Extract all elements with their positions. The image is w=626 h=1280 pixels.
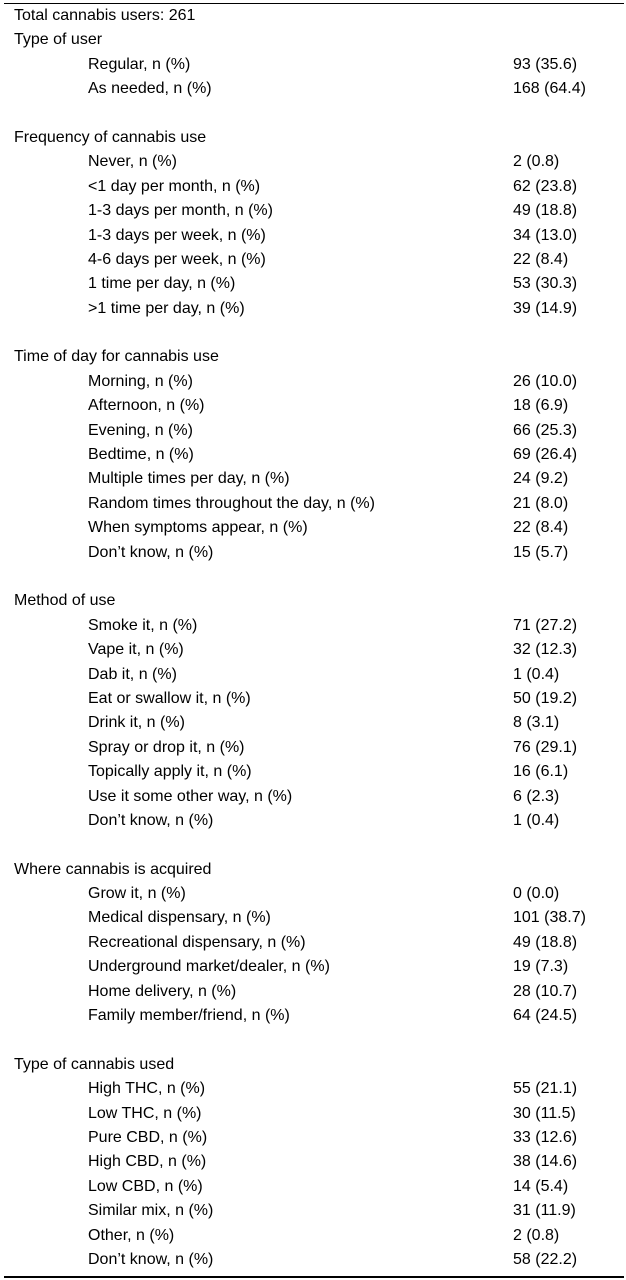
table-row xyxy=(4,1248,624,1272)
table-row xyxy=(4,1224,624,1248)
section-title: Time of day for cannabis use xyxy=(14,348,219,366)
row-value: 22 (8.4) xyxy=(513,250,569,268)
table-row xyxy=(4,614,624,638)
row-value: 101 (38.7) xyxy=(513,909,586,927)
row-value: 14 (5.4) xyxy=(513,1177,569,1195)
table-row xyxy=(4,785,624,809)
section-spacer xyxy=(4,833,624,857)
table-row xyxy=(4,980,624,1004)
row-value: 16 (6.1) xyxy=(513,763,569,781)
table-row xyxy=(4,638,624,662)
row-label: Medical dispensary, n (%) xyxy=(88,909,271,927)
row-value: 50 (19.2) xyxy=(513,689,578,707)
row-value: 33 (12.6) xyxy=(513,1128,578,1146)
row-label: When symptoms appear, n (%) xyxy=(88,519,308,537)
table-row xyxy=(4,53,624,77)
row-label: Regular, n (%) xyxy=(88,55,191,73)
row-label: Never, n (%) xyxy=(88,153,177,171)
row-label: 1 time per day, n (%) xyxy=(88,275,236,293)
row-label: 1-3 days per month, n (%) xyxy=(88,202,273,220)
row-value: 24 (9.2) xyxy=(513,470,569,488)
row-value: 34 (13.0) xyxy=(513,226,578,244)
total-users-label: Total cannabis users: 261 xyxy=(14,7,196,24)
row-value: 0 (0.0) xyxy=(513,885,560,903)
row-label: Topically apply it, n (%) xyxy=(88,763,252,781)
row-value: 39 (14.9) xyxy=(513,299,578,317)
section-title: Where cannabis is acquired xyxy=(14,860,212,878)
table-row xyxy=(4,1077,624,1101)
table-bottom-rule xyxy=(4,1276,624,1278)
table-row xyxy=(4,711,624,735)
table-row xyxy=(4,297,624,321)
row-value: 15 (5.7) xyxy=(513,543,569,561)
section-title: Frequency of cannabis use xyxy=(14,128,207,146)
section-spacer xyxy=(4,1028,624,1052)
row-value: 2 (0.8) xyxy=(513,1226,560,1244)
table-row xyxy=(4,1199,624,1223)
row-value: 71 (27.2) xyxy=(513,616,578,634)
table-row xyxy=(4,1175,624,1199)
row-label: Drink it, n (%) xyxy=(88,714,185,732)
row-value: 8 (3.1) xyxy=(513,714,560,732)
cannabis-use-table xyxy=(4,4,624,1272)
row-label: High CBD, n (%) xyxy=(88,1153,207,1171)
row-label: Evening, n (%) xyxy=(88,421,193,439)
row-value: 30 (11.5) xyxy=(513,1104,576,1122)
row-value: 1 (0.4) xyxy=(513,665,560,683)
row-value: 168 (64.4) xyxy=(513,80,586,98)
section-spacer xyxy=(4,102,624,126)
row-label: Random times throughout the day, n (%) xyxy=(88,494,375,512)
row-value: 21 (8.0) xyxy=(513,494,569,512)
table-row xyxy=(4,516,624,540)
row-label: Use it some other way, n (%) xyxy=(88,787,293,805)
row-label: Other, n (%) xyxy=(88,1226,175,1244)
row-value: 49 (18.8) xyxy=(513,202,578,220)
table-row xyxy=(4,687,624,711)
row-label: Morning, n (%) xyxy=(88,372,193,390)
row-value: 62 (23.8) xyxy=(513,177,578,195)
row-value: 58 (22.2) xyxy=(513,1250,578,1268)
row-value: 1 (0.4) xyxy=(513,811,560,829)
row-value: 28 (10.7) xyxy=(513,982,578,1000)
row-label: Smoke it, n (%) xyxy=(88,616,198,634)
section-spacer xyxy=(4,565,624,589)
row-value: 6 (2.3) xyxy=(513,787,560,805)
table-row xyxy=(4,541,624,565)
row-value: 66 (25.3) xyxy=(513,421,578,439)
table-row xyxy=(4,809,624,833)
section-title-row xyxy=(4,28,624,52)
table-row xyxy=(4,492,624,516)
row-label: Vape it, n (%) xyxy=(88,641,184,659)
row-value: 53 (30.3) xyxy=(513,275,578,293)
row-value: 26 (10.0) xyxy=(513,372,578,390)
table-row xyxy=(4,906,624,930)
section-title-row xyxy=(4,858,624,882)
table-row xyxy=(4,1150,624,1174)
row-label: Don’t know, n (%) xyxy=(88,811,214,829)
row-value: 38 (14.6) xyxy=(513,1153,578,1171)
section-title-row xyxy=(4,345,624,369)
row-value: 2 (0.8) xyxy=(513,153,560,171)
table-row xyxy=(4,955,624,979)
row-label: Eat or swallow it, n (%) xyxy=(88,689,251,707)
table-row xyxy=(4,175,624,199)
row-value: 93 (35.6) xyxy=(513,55,578,73)
row-value: 64 (24.5) xyxy=(513,1007,578,1025)
row-label: 4-6 days per week, n (%) xyxy=(88,250,266,268)
table-row xyxy=(4,736,624,760)
table-row xyxy=(4,150,624,174)
table-row xyxy=(4,394,624,418)
row-label: Home delivery, n (%) xyxy=(88,982,237,1000)
section-title-row xyxy=(4,126,624,150)
row-label: Afternoon, n (%) xyxy=(88,397,205,415)
table-header-row xyxy=(4,4,624,28)
row-label: Dab it, n (%) xyxy=(88,665,177,683)
row-label: Don’t know, n (%) xyxy=(88,543,214,561)
row-value: 49 (18.8) xyxy=(513,933,578,951)
section-title: Type of cannabis used xyxy=(14,1055,175,1073)
table-row xyxy=(4,199,624,223)
row-value: 55 (21.1) xyxy=(513,1080,578,1098)
table-row xyxy=(4,248,624,272)
row-label: Recreational dispensary, n (%) xyxy=(88,933,306,951)
row-label: <1 day per month, n (%) xyxy=(88,177,261,195)
row-value: 76 (29.1) xyxy=(513,738,578,756)
row-label: Pure CBD, n (%) xyxy=(88,1128,208,1146)
row-label: Multiple times per day, n (%) xyxy=(88,470,290,488)
row-value: 22 (8.4) xyxy=(513,519,569,537)
row-value: 31 (11.9) xyxy=(513,1202,576,1220)
row-label: Similar mix, n (%) xyxy=(88,1202,214,1220)
row-label: Low CBD, n (%) xyxy=(88,1177,203,1195)
table-row xyxy=(4,931,624,955)
section-title-row xyxy=(4,1053,624,1077)
table-row xyxy=(4,370,624,394)
table-row xyxy=(4,1102,624,1126)
table-row xyxy=(4,443,624,467)
section-title-row xyxy=(4,589,624,613)
table-row xyxy=(4,419,624,443)
table-row xyxy=(4,467,624,491)
row-label: Don’t know, n (%) xyxy=(88,1250,214,1268)
section-spacer xyxy=(4,321,624,345)
row-label: Underground market/dealer, n (%) xyxy=(88,958,330,976)
section-title: Type of user xyxy=(14,31,103,49)
row-label: Spray or drop it, n (%) xyxy=(88,738,245,756)
table-row xyxy=(4,882,624,906)
table-row xyxy=(4,663,624,687)
row-label: Family member/friend, n (%) xyxy=(88,1007,290,1025)
row-value: 32 (12.3) xyxy=(513,641,578,659)
table-row xyxy=(4,1004,624,1028)
row-label: Low THC, n (%) xyxy=(88,1104,202,1122)
section-title: Method of use xyxy=(14,592,116,610)
table-row xyxy=(4,272,624,296)
row-label: As needed, n (%) xyxy=(88,80,212,98)
row-label: Grow it, n (%) xyxy=(88,885,186,903)
row-label: Bedtime, n (%) xyxy=(88,446,194,464)
table-row xyxy=(4,1126,624,1150)
table-row xyxy=(4,224,624,248)
row-label: >1 time per day, n (%) xyxy=(88,299,245,317)
table-row xyxy=(4,760,624,784)
row-label: High THC, n (%) xyxy=(88,1080,206,1098)
row-value: 19 (7.3) xyxy=(513,958,569,976)
row-value: 69 (26.4) xyxy=(513,446,578,464)
row-label: 1-3 days per week, n (%) xyxy=(88,226,266,244)
row-value: 18 (6.9) xyxy=(513,397,569,415)
table-row xyxy=(4,77,624,101)
